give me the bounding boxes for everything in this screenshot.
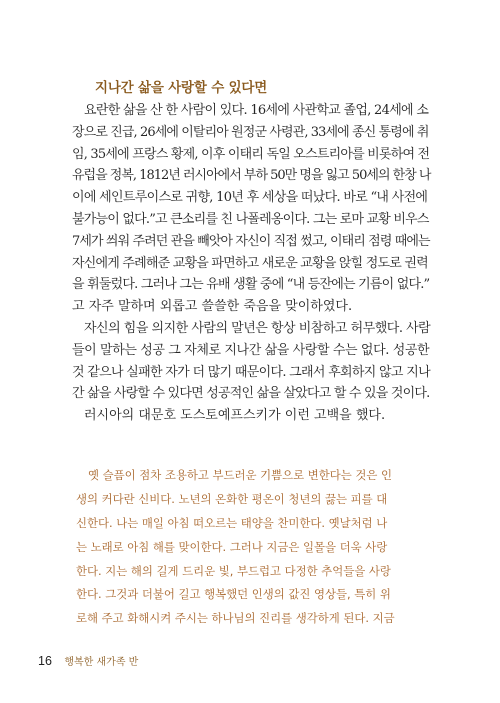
body-line: 것 같으나 실패한 자가 더 많기 때문이다. 그래서 후회하지 않고 지나 [72,364,430,380]
quote-line: 생의 커다란 신비다. 노년의 온화한 평온이 청년의 끓는 피를 대 [76,491,388,506]
body-line: 7세가 씌워 주려던 관을 빼앗아 자신이 직접 썼고, 이태리 점령 때에는 [72,233,430,249]
quote-line: 한다. 그것과 더불어 길고 행복했던 인생의 값진 영상들, 특히 위 [76,587,391,602]
body-line: 자신에게 주례해준 교황을 파면하고 새로운 교황을 앉힐 정도로 권력 [72,255,428,271]
body-line: 유럽을 정복, 1812년 러시아에서 부하 50만 명을 잃고 50세의 한창 나 [72,168,431,184]
body-line: 러시아의 대문호 도스토예프스키가 이런 고백을 했다. [84,408,386,424]
body-line: 불가능이 없다.”고 큰소리를 친 나폴레옹이다. 그는 로마 교황 비우스 [72,211,429,227]
body-line: 임, 35세에 프랑스 황제, 이후 이태리 독일 오스트리아를 비롯하여 전 [72,146,430,162]
body-line: 자신의 힘을 의지한 사람의 말년은 항상 비참하고 허무했다. 사람 [84,320,431,336]
body-line: 을 휘둘렀다. 그러나 그는 유배 생활 중에 “내 등잔에는 기름이 없다.” [72,277,430,293]
quote-line: 옛 슬픔이 점차 조용하고 부드러운 기쁨으로 변한다는 것은 인 [88,468,393,482]
body-line: 들이 말하는 성공 그 자체로 지나간 삶을 사랑할 수는 없다. 성공한 [72,342,430,358]
body-line: 장으로 진급, 26세에 이탈리아 원정군 사령관, 33세에 종신 통령에 취 [72,124,429,140]
body-text [72,100,430,427]
page-footer [38,652,138,670]
page-number: 16 [38,654,52,668]
section-heading: 지나간 삶을 사랑할 수 있다면 [95,80,268,96]
quote-line: 로해 주고 화해시켜 주시는 하나님의 진리를 생각하게 된다. 지금 [76,611,395,626]
quote-line: 신한다. 나는 매일 아침 떠오르는 태양을 찬미한다. 옛날처럼 나 [76,515,388,530]
quote-line: 는 노래로 아침 해를 맞이한다. 그러나 지금은 일몰을 더욱 사랑 [76,539,388,554]
book-title: 행복한 새가족 반 [64,657,139,668]
body-line: 고 자주 말하며 외롭고 쓸쓸한 죽음을 맞이하였다. [72,299,353,315]
quote-line: 한다. 지는 해의 길게 드리운 빛, 부드럽고 다정한 추억들을 사랑 [76,563,391,578]
body-line: 이에 세인트루이스로 귀향, 10년 후 세상을 떠났다. 바로 “내 사전에 [72,190,428,206]
body-line: 간 삶을 사랑할 수 있다면 성공적인 삶을 살았다고 할 수 있을 것이다. [72,386,430,402]
quote-block [76,464,430,631]
body-line: 요란한 삶을 산 한 사람이 있다. 16세에 사관학교 졸업, 24세에 소 [84,103,429,118]
